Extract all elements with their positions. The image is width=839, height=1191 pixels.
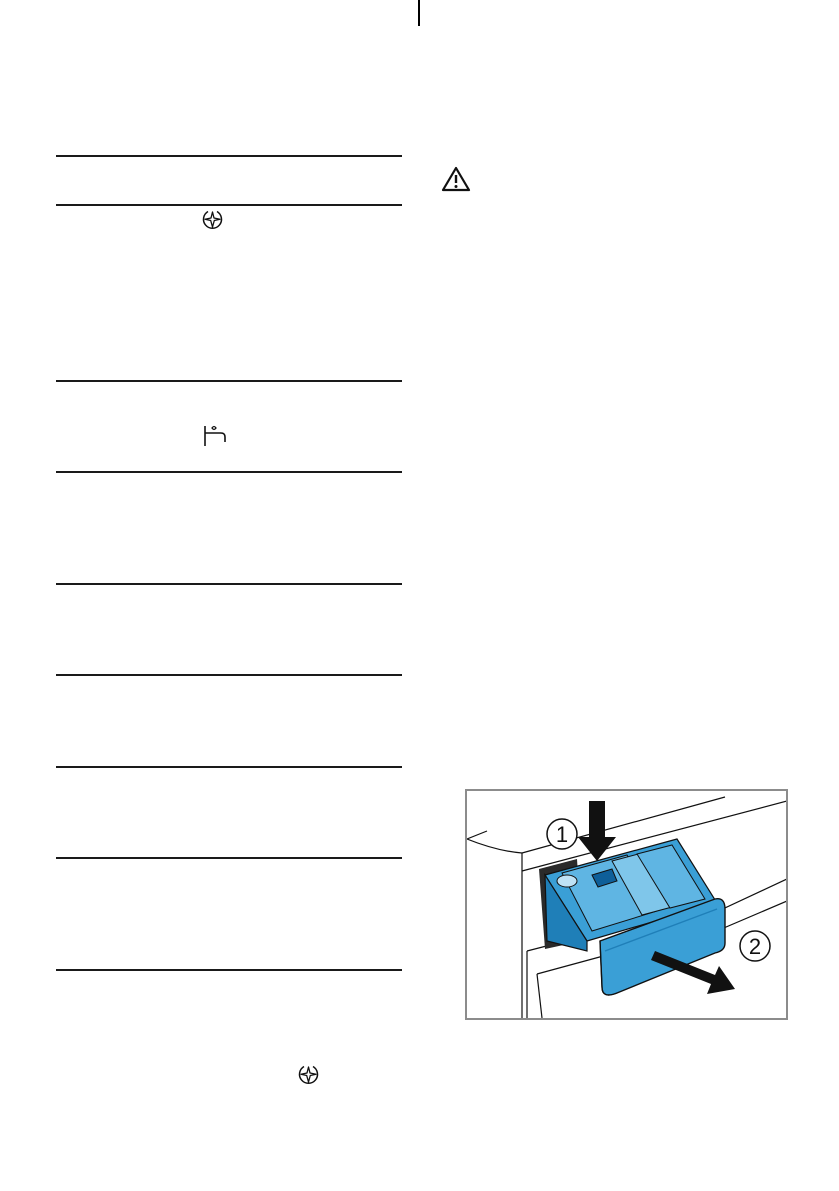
crop-mark <box>418 0 420 26</box>
table-rule <box>56 380 402 382</box>
table-rule-bottom <box>56 969 402 971</box>
drawer-removal-illustration <box>465 789 788 1020</box>
table-rule <box>56 471 402 473</box>
table-rule-top <box>56 155 402 157</box>
table-rule <box>56 674 402 676</box>
drawer-illustration-svg <box>467 791 786 1018</box>
warning-triangle-icon <box>441 166 471 192</box>
table-rule <box>56 583 402 585</box>
intensive-rinse-icon <box>198 208 228 232</box>
table-rule <box>56 204 402 206</box>
intensive-rinse-icon <box>294 1063 324 1087</box>
callout-2-label: 2 <box>748 934 762 959</box>
callout-1 <box>547 819 577 849</box>
callout-1-label: 1 <box>555 822 569 847</box>
table-rule <box>56 766 402 768</box>
callout-2 <box>740 931 770 961</box>
tap-water-icon <box>203 425 231 447</box>
table-rule <box>56 857 402 859</box>
